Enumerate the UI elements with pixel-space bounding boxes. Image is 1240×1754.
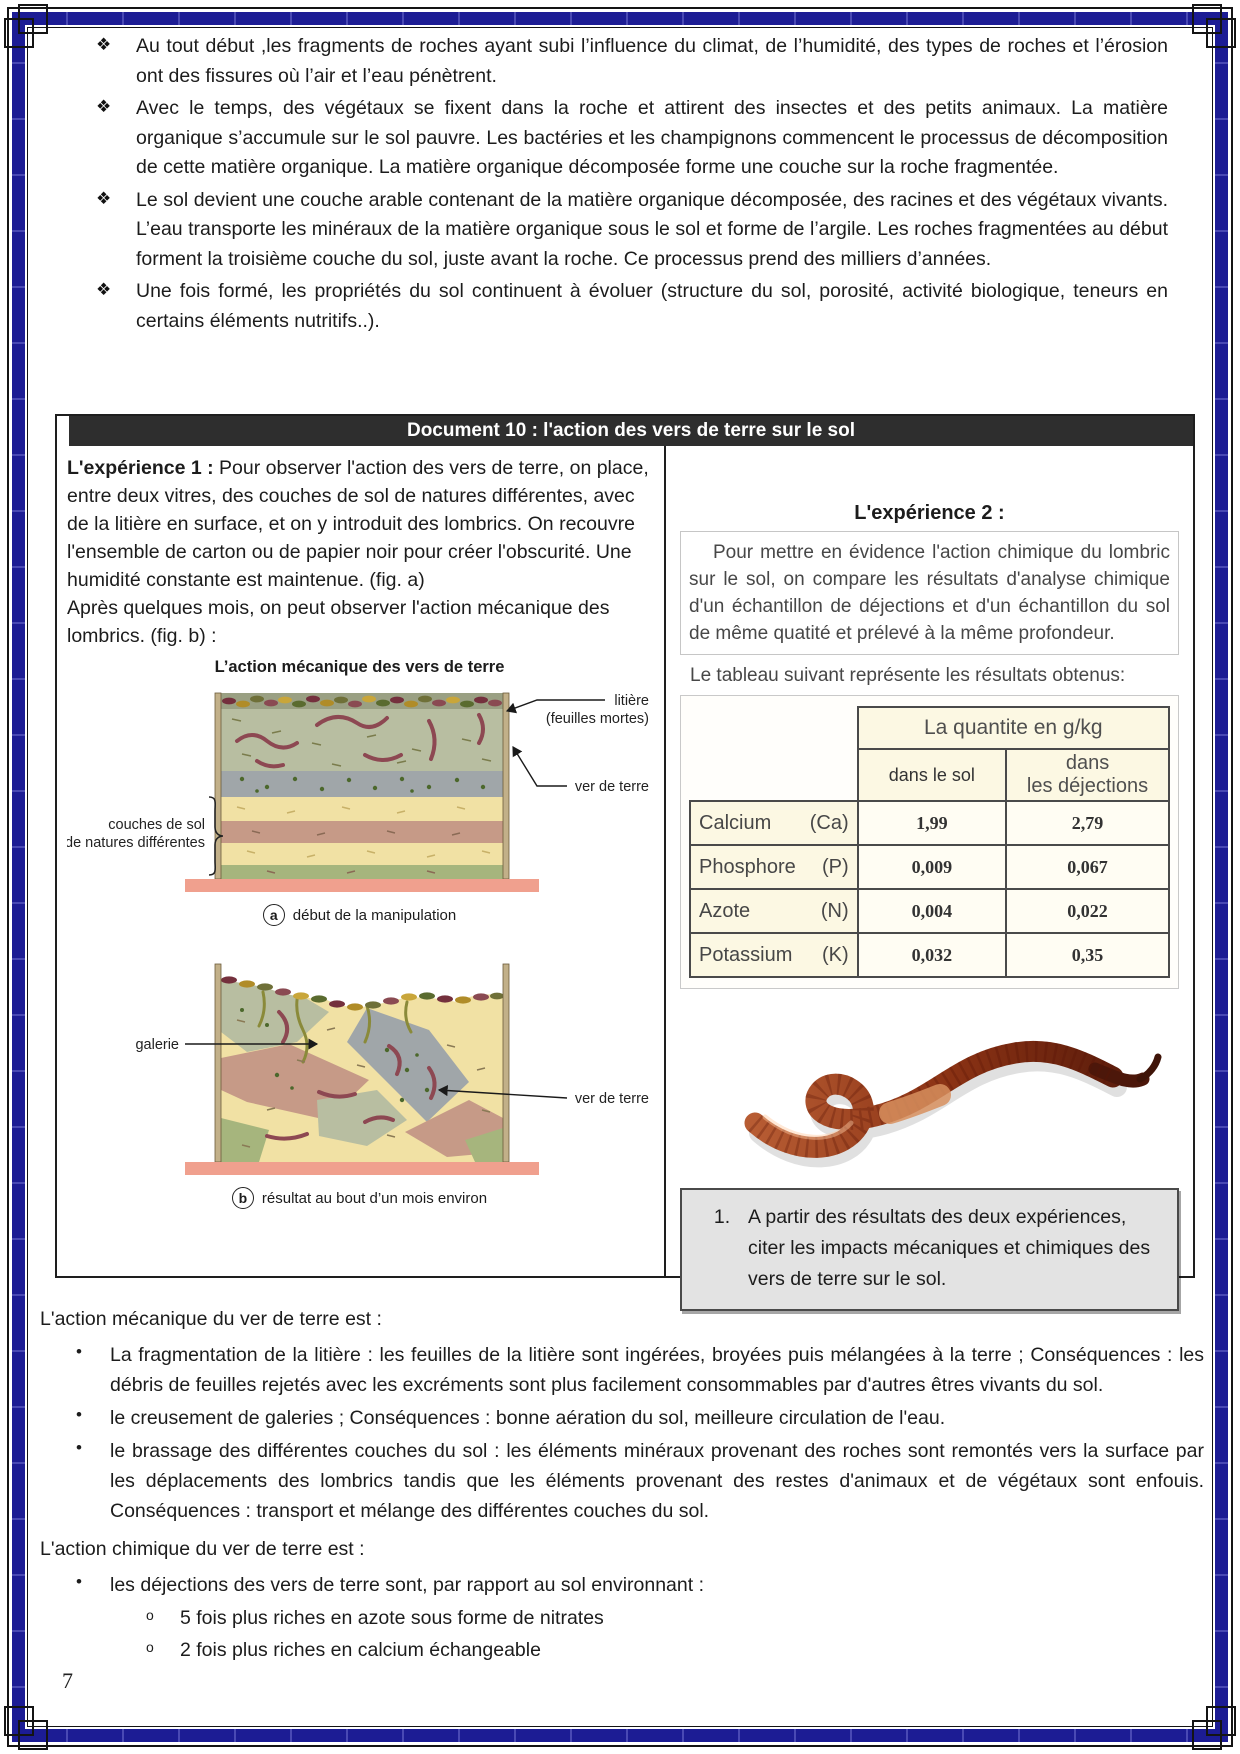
leader-ver-a — [513, 747, 567, 786]
circle-bullet-icon: o — [146, 1639, 154, 1655]
table-span-header: La quantite en g/kg — [858, 707, 1169, 749]
element-name: Azote — [699, 899, 751, 922]
chem-sub-text: 2 fois plus riches en calcium échangeable — [180, 1639, 541, 1661]
worm-body — [755, 1051, 1158, 1157]
figure-a-soil-layers — [67, 679, 652, 897]
mech-bullet-text: La fragmentation de la litière : les feuilles de la litière sont ingérées, broyées puis mélangées à la terre ; Conséquences : les débris de feuilles rejetés avec les excréments sont plus facilement consommables par d'autres êtres vivants du sol. — [110, 1344, 1204, 1396]
value-dejections: 2,79 — [1006, 801, 1169, 845]
circle-bullet-icon: o — [146, 1607, 154, 1623]
question-number: 1. — [713, 1206, 731, 1228]
element-symbol: (N) — [820, 899, 849, 922]
value-dejections: 0,35 — [1006, 933, 1169, 977]
document-title-bar: Document 10 : l'action des vers de terre sur le sol — [69, 416, 1193, 446]
list-item — [96, 94, 1168, 183]
figure-b-wrap — [67, 950, 652, 1209]
corner-ornament — [1192, 1720, 1222, 1750]
experiment-2-title: L'expérience 2 : — [854, 502, 1005, 524]
label-feuilles-mortes: (feuilles mortes) — [545, 711, 649, 727]
chem-sub-text: 5 fois plus riches en azote sous forme de nitrates — [180, 1607, 604, 1629]
document-columns — [57, 446, 1193, 1290]
mech-bullet-text: le brassage des différentes couches du sol : les éléments minéraux provenant des roches sont remontés vers la surface par les déplacements des lombrics tandis que les éléments provenant des restes d'animaux et de végétaux sont enfouis. Conséquences : transport et mélange des différentes couches du sol. — [110, 1440, 1204, 1522]
mech-bullet-text: le creusement de galeries ; Conséquences : bonne aération du sol, meilleure circulation de l'eau. — [110, 1407, 946, 1429]
experiment-1-label: L'expérience 1 : — [67, 457, 214, 479]
column-header-dejections — [1006, 749, 1169, 801]
intro-bullet-text: Une fois formé, les propriétés du sol continuent à évoluer (structure du sol, porosité, activité biologique, teneurs en certains éléments nutritifs..). — [136, 280, 1168, 332]
list-item — [40, 1340, 1204, 1400]
chemical-table-scan — [680, 695, 1179, 989]
dot-bullet-icon: • — [76, 1572, 82, 1591]
intro-bullet-text: Au tout début ,les fragments de roches ayant subi l’influence du climat, de l’humidité, des types de roches et l’érosion ont des fissures où l’air et l’eau pénètrent. — [136, 35, 1168, 87]
value-dejections: 0,067 — [1006, 845, 1169, 889]
figure-mech-title: L’action mécanique des vers de terre — [214, 658, 505, 676]
frame-bar-bottom — [12, 1729, 1228, 1742]
table-intro-text: Le tableau suivant représente les résultats obtenus: — [690, 665, 1126, 686]
leader-litiere — [507, 700, 605, 711]
base-support — [185, 879, 539, 892]
label-ver-de-terre-a: ver de terre — [574, 779, 649, 795]
row-header — [690, 933, 858, 977]
table-row — [690, 889, 1169, 933]
table-row — [690, 845, 1169, 889]
frame-bar-right — [1215, 12, 1228, 1742]
diamond-bullet-icon: ❖ — [96, 280, 112, 299]
label-couches-1: couches de sol — [108, 817, 205, 833]
experiment-1-paragraph — [67, 454, 652, 594]
experiment-1-text: Pour observer l'action des vers de terre, on place, entre deux vitres, des couches de sol de natures différentes, avec de la litière en surface, et on y introduit des lombrics. On recouvre l'ensemble de carton ou de papier noir pour créer l'obscurité. Une humidité constante est maintenue. (fig. a) — [67, 457, 649, 591]
earthworm-photo — [680, 1001, 1179, 1174]
diamond-bullet-icon: ❖ — [96, 97, 112, 116]
soil-container-a — [185, 693, 539, 892]
question-box — [680, 1188, 1179, 1311]
element-symbol: (P) — [821, 855, 849, 878]
row-header — [690, 889, 858, 933]
table-row — [690, 933, 1169, 977]
value-dejections: 0,022 — [1006, 889, 1169, 933]
corner-ornament — [18, 4, 48, 34]
label-litiere: litière — [614, 693, 649, 709]
value-sol: 0,032 — [858, 933, 1006, 977]
intro-bullets — [96, 32, 1168, 339]
element-name: Potassium — [699, 943, 793, 966]
circled-letter-b: b — [232, 1187, 254, 1209]
list-item — [96, 186, 1168, 275]
mechanical-action-heading: L'action mécanique du ver de terre est : — [40, 1308, 382, 1330]
frame-bar-top — [12, 12, 1228, 25]
label-couches-2: de natures différentes — [67, 835, 205, 851]
question-text: A partir des résultats des deux expériences, citer les impacts mécaniques et chimiques des vers de terre sur le sol. — [748, 1206, 1151, 1290]
dot-bullet-icon: • — [76, 1438, 82, 1457]
figure-b-caption-text: résultat au bout d’un mois environ — [261, 1189, 488, 1207]
chemical-action-heading: L'action chimique du ver de terre est : — [40, 1538, 365, 1560]
experiment-1-paragraph-2: Après quelques mois, on peut observer l'action mécanique des lombrics. (fig. b) : — [67, 597, 610, 647]
label-ver-de-terre-b: ver de terre — [574, 1091, 649, 1107]
table-row — [690, 801, 1169, 845]
circled-letter-a: a — [263, 904, 285, 926]
chemical-analysis-table — [689, 706, 1170, 978]
element-name: Calcium — [699, 811, 772, 834]
list-item — [40, 1436, 1204, 1526]
list-subitem — [40, 1603, 1204, 1633]
corner-ornament — [18, 1720, 48, 1750]
list-item — [96, 32, 1168, 91]
experiment-1-column — [57, 446, 666, 1276]
value-sol: 1,99 — [858, 801, 1006, 845]
table-empty-corner — [690, 707, 858, 801]
list-item — [40, 1570, 1204, 1600]
base-support-b — [185, 1162, 539, 1175]
figure-b-soil-mixed — [67, 950, 652, 1180]
soil-container-b — [185, 964, 539, 1175]
dot-bullet-icon: • — [76, 1342, 82, 1361]
list-item — [40, 1403, 1204, 1433]
diamond-bullet-icon: ❖ — [96, 188, 112, 208]
value-sol: 0,009 — [858, 845, 1006, 889]
element-symbol: (K) — [821, 943, 849, 966]
row-header — [690, 801, 858, 845]
list-subitem — [40, 1635, 1204, 1665]
figure-a-caption-text: début de la manipulation — [292, 906, 457, 924]
column-header-dejections-line1: dans — [1065, 752, 1110, 774]
intro-bullet-text: Avec le temps, des végétaux se fixent dans la roche et attirent des insectes et des petits animaux. La matière organique s’accumule sur le sol pauvre. Les bactéries et les champignons commencent le processus de décomposition de cette matière organique. La matière organique décomposée forme une couche sur la roche fragmentée. — [136, 97, 1168, 178]
intro-bullet-text: Le sol devient une couche arable contenant de la matière organique décomposée, des racines et des végétaux vivants. L’eau transporte les minéraux de la matière organique sous le sol et forme de l’argile. Les roches fragmentées au début forment la troisième couche du sol, juste avant la roche. Ce processus prend des milliers d’années. — [136, 188, 1168, 270]
element-name: Phosphore — [699, 855, 796, 878]
column-header-sol: dans le sol — [858, 749, 1006, 801]
bottom-section — [40, 1296, 1204, 1667]
document-10-box — [55, 414, 1195, 1290]
experiment-2-paragraph: Pour mettre en évidence l'action chimique du lombric sur le sol, on compare les résultats d'analyse chimique d'un échantillon de déjections et d'un échantillon du sol de même quatité et prélevé à la même profondeur. — [680, 531, 1179, 655]
column-header-dejections-line2: les déjections — [1026, 775, 1149, 797]
dot-bullet-icon: • — [76, 1405, 82, 1424]
figure-a-caption — [67, 904, 652, 926]
list-item — [96, 277, 1168, 336]
page-number: 7 — [62, 1668, 73, 1693]
row-header — [690, 845, 858, 889]
experiment-2-column — [666, 446, 1193, 1290]
label-galerie: galerie — [135, 1037, 179, 1053]
value-sol: 0,004 — [858, 889, 1006, 933]
frame-bar-left — [12, 12, 25, 1742]
chem-bullet-text: les déjections des vers de terre sont, par rapport au sol environnant : — [110, 1574, 704, 1596]
figure-b-caption — [67, 1187, 652, 1209]
corner-ornament — [1192, 4, 1222, 34]
element-symbol: (Ca) — [809, 811, 849, 834]
diamond-bullet-icon: ❖ — [96, 35, 112, 54]
